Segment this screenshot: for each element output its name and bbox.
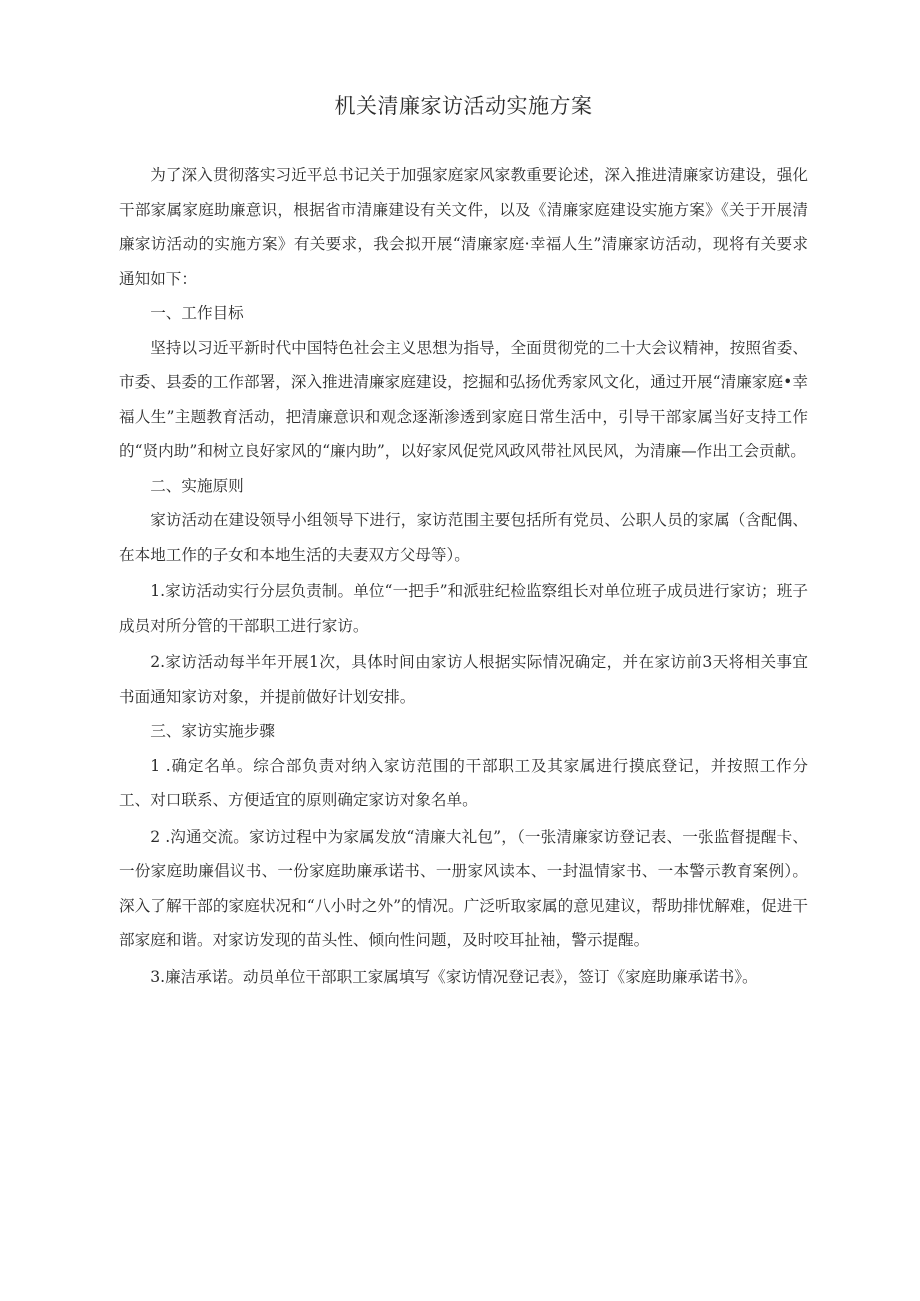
section-principles [119, 469, 808, 715]
steps-paragraph-2: 2 .沟通交流。家访过程中为家属发放“清廉大礼包”，（一张清廉家访登记表、一张监督提醒卡、一份家庭助廉倡议书、一份家庭助廉承诺书、一册家风读本、一封温情家书、一本警示教育案例）。深入了解干部的家庭状况和“八小时之外”的情况。广泛听取家属的意见建议，帮助排忧解难，促进干部家庭和谐。对家访发现的苗头性、倾向性问题，及时咬耳扯袖，警示提醒。 [119, 827, 808, 949]
section-heading-goals: 一、工作目标 [150, 304, 244, 322]
principles-paragraph-1: 1.家访活动实行分层负责制。单位“一把手”和派驻纪检监察组长对单位班子成员进行家访；班子成员对所分管的干部职工进行家访。 [119, 582, 808, 635]
principles-paragraph-2: 2.家访活动每半年开展1次，具体时间由家访人根据实际情况确定，并在家访前3天将相关事宜书面通知家访对象，并提前做好计划安排。 [119, 653, 808, 706]
document-title: 机关清廉家访活动实施方案 [334, 94, 593, 118]
goals-paragraph: 坚持以习近平新时代中国特色社会主义思想为指导，全面贯彻党的二十大会议精神，按照省委、市委、县委的工作部署，深入推进清廉家庭建设，挖掘和弘扬优秀家风文化，通过开展“清廉家庭•幸福人生”主题教育活动，把清廉意识和观念逐渐渗透到家庭日常生活中，引导干部家属当好支持工作的“贤内助”和树立良好家风的“廉内助”，以好家风促党风政风带社风民风，为清廉—作出工会贡献。 [119, 338, 808, 460]
intro-paragraph: 为了深入贯彻落实习近平总书记关于加强家庭家风家教重要论述，深入推进清廉家访建设，强化干部家属家庭助廉意识，根据省市清廉建设有关文件，以及《清廉家庭建设实施方案》《关于开展清廉家访活动的实施方案》有关要求，我会拟开展“清廉家庭·幸福人生”清廉家访活动，现将有关要求通知如下： [119, 166, 808, 288]
steps-paragraph-1: 1 .确定名单。综合部负责对纳入家访范围的干部职工及其家属进行摸底登记，并按照工作分工、对口联系、方便适宜的原则确定家访对象名单。 [119, 756, 808, 809]
steps-paragraph-3: 3.廉洁承诺。动员单位干部职工家属填写《家访情况登记表》，签订《家庭助廉承诺书》。 [150, 967, 758, 986]
principles-paragraph-scope: 家访活动在建设领导小组领导下进行，家访范围主要包括所有党员、公职人员的家属（含配偶、在本地工作的子女和本地生活的夫妻双方父母等）。 [119, 511, 808, 564]
section-heading-steps: 三、家访实施步骤 [150, 722, 275, 740]
section-heading-principles: 二、实施原则 [150, 476, 244, 495]
section-steps [119, 714, 808, 994]
section-goals [119, 296, 808, 469]
